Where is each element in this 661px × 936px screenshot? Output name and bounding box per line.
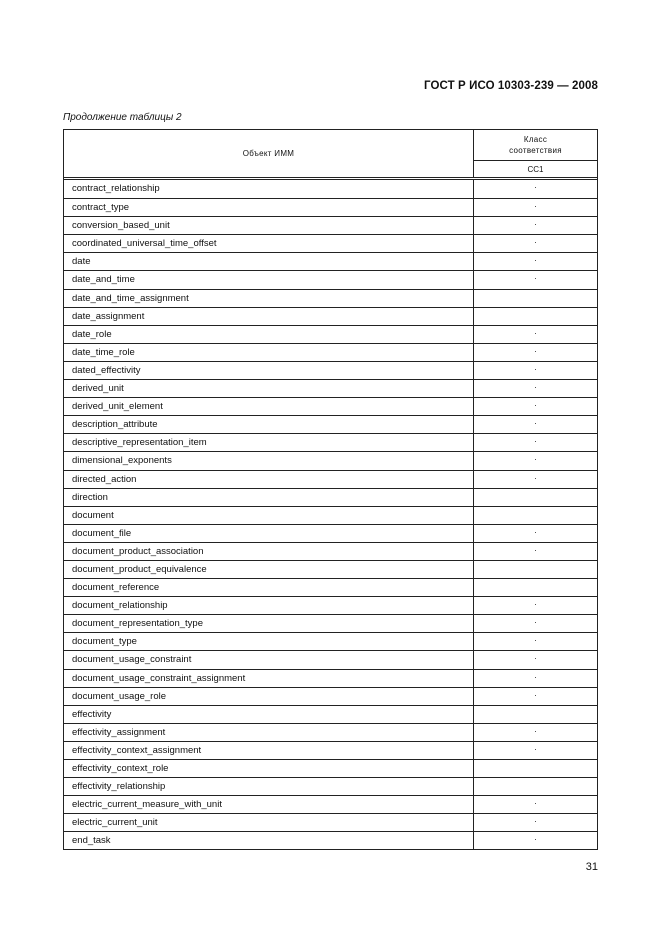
table-row [64,270,597,288]
conformance-mark-cell: · [534,201,537,212]
conformance-mark-cell [474,579,597,596]
conformance-mark-cell: · [534,798,537,809]
conformance-table [63,129,598,850]
conformance-mark-cell: · [534,725,537,736]
table-row [64,542,597,560]
object-name-cell: derived_unit_element [64,398,474,415]
column-header-class-line1: Класс [523,135,548,144]
object-name-cell: effectivity_context_assignment [64,742,474,759]
conformance-mark-cell: · [534,237,537,248]
conformance-mark-cell [474,778,597,795]
document-header-title: ГОСТ Р ИСО 10303-239 — 2008 [423,80,598,92]
conformance-mark-cell: · [534,182,537,192]
object-name-cell: description_attribute [64,416,474,433]
conformance-mark-cell: · [534,382,537,393]
conformance-mark-cell: · [534,743,537,754]
conformance-mark-cell: · [534,472,537,483]
table-row [64,759,597,777]
object-name-cell: date_and_time [64,271,474,288]
conformance-mark-cell: · [534,273,537,284]
table-row [64,741,597,759]
object-name-cell: coordinated_universal_time_offset [64,235,474,252]
table-row [64,379,597,397]
object-name-cell: contract_type [64,199,474,216]
table-row [64,216,597,234]
table-header [64,130,597,180]
column-header-class-group [474,130,597,177]
conformance-mark-cell [474,760,597,777]
conformance-mark-cell [474,561,597,578]
conformance-mark-cell: · [534,834,537,845]
conformance-mark-cell: · [534,617,537,628]
object-name-cell: document [64,507,474,524]
conformance-mark-cell: · [534,418,537,429]
table-caption: Продолжение таблицы 2 [63,112,182,123]
table-row [64,632,597,650]
object-name-cell: document_product_association [64,543,474,560]
table-row [64,723,597,741]
object-name-cell: dated_effectivity [64,362,474,379]
conformance-mark-cell: · [534,454,537,465]
table-row [64,343,597,361]
table-row [64,234,597,252]
table-row [64,451,597,469]
conformance-mark-cell: · [534,544,537,555]
object-name-cell: direction [64,489,474,506]
object-name-cell: electric_current_measure_with_unit [64,796,474,813]
object-name-cell: conversion_based_unit [64,217,474,234]
column-header-class-line2: соответствия [509,146,562,155]
object-name-cell: effectivity_assignment [64,724,474,741]
table-row [64,596,597,614]
table-row [64,777,597,795]
object-name-cell: descriptive_representation_item [64,434,474,451]
table-row [64,813,597,831]
conformance-mark-cell: · [534,400,537,411]
table-row [64,831,597,849]
page-number: 31 [585,861,598,873]
object-name-cell: electric_current_unit [64,814,474,831]
object-name-cell: directed_action [64,471,474,488]
table-row [64,198,597,216]
object-name-cell: document_representation_type [64,615,474,632]
object-name-cell: contract_relationship [64,180,474,198]
object-name-cell: effectivity [64,706,474,723]
object-name-cell: date [64,253,474,270]
object-name-cell: effectivity_relationship [64,778,474,795]
object-name-cell: document_usage_role [64,688,474,705]
table-row [64,488,597,506]
object-name-cell: date_role [64,326,474,343]
conformance-mark-cell: · [534,653,537,664]
object-name-cell: document_relationship [64,597,474,614]
table-row [64,325,597,343]
table-row [64,307,597,325]
conformance-mark-cell: · [534,345,537,356]
object-name-cell: document_usage_constraint [64,651,474,668]
table-row [64,705,597,723]
table-row [64,578,597,596]
column-header-cc1: CC1 [527,164,544,174]
object-name-cell: date_assignment [64,308,474,325]
object-name-cell: document_type [64,633,474,650]
object-name-cell: date_time_role [64,344,474,361]
table-row [64,669,597,687]
conformance-mark-cell: · [534,436,537,447]
conformance-mark-cell: · [534,816,537,827]
table-body [64,180,597,849]
object-name-cell: end_task [64,832,474,849]
table-row [64,433,597,451]
conformance-mark-cell [474,489,597,506]
conformance-mark-cell: · [534,219,537,230]
object-name-cell: date_and_time_assignment [64,290,474,307]
conformance-mark-cell: · [534,635,537,646]
conformance-mark-cell: · [534,526,537,537]
object-name-cell: effectivity_context_role [64,760,474,777]
table-row [64,180,597,198]
table-row [64,252,597,270]
table-row [64,289,597,307]
conformance-mark-cell [474,706,597,723]
conformance-mark-cell: · [534,255,537,266]
conformance-mark-cell [474,308,597,325]
table-row [64,614,597,632]
conformance-mark-cell [474,507,597,524]
object-name-cell: document_reference [64,579,474,596]
object-name-cell: document_usage_constraint_assignment [64,670,474,687]
conformance-mark-cell: · [534,363,537,374]
table-row [64,687,597,705]
conformance-mark-cell [474,290,597,307]
conformance-mark-cell: · [534,327,537,338]
table-row [64,397,597,415]
object-name-cell: document_file [64,525,474,542]
table-row [64,415,597,433]
object-name-cell: derived_unit [64,380,474,397]
table-row [64,650,597,668]
table-row [64,470,597,488]
table-row [64,506,597,524]
conformance-mark-cell: · [534,671,537,682]
table-row [64,560,597,578]
conformance-mark-cell: · [534,689,537,700]
object-name-cell: dimensional_exponents [64,452,474,469]
column-header-object: Объект ИММ [64,130,474,177]
table-row [64,361,597,379]
conformance-mark-cell: · [534,599,537,610]
table-row [64,524,597,542]
object-name-cell: document_product_equivalence [64,561,474,578]
table-row [64,795,597,813]
column-header-class [474,130,597,161]
